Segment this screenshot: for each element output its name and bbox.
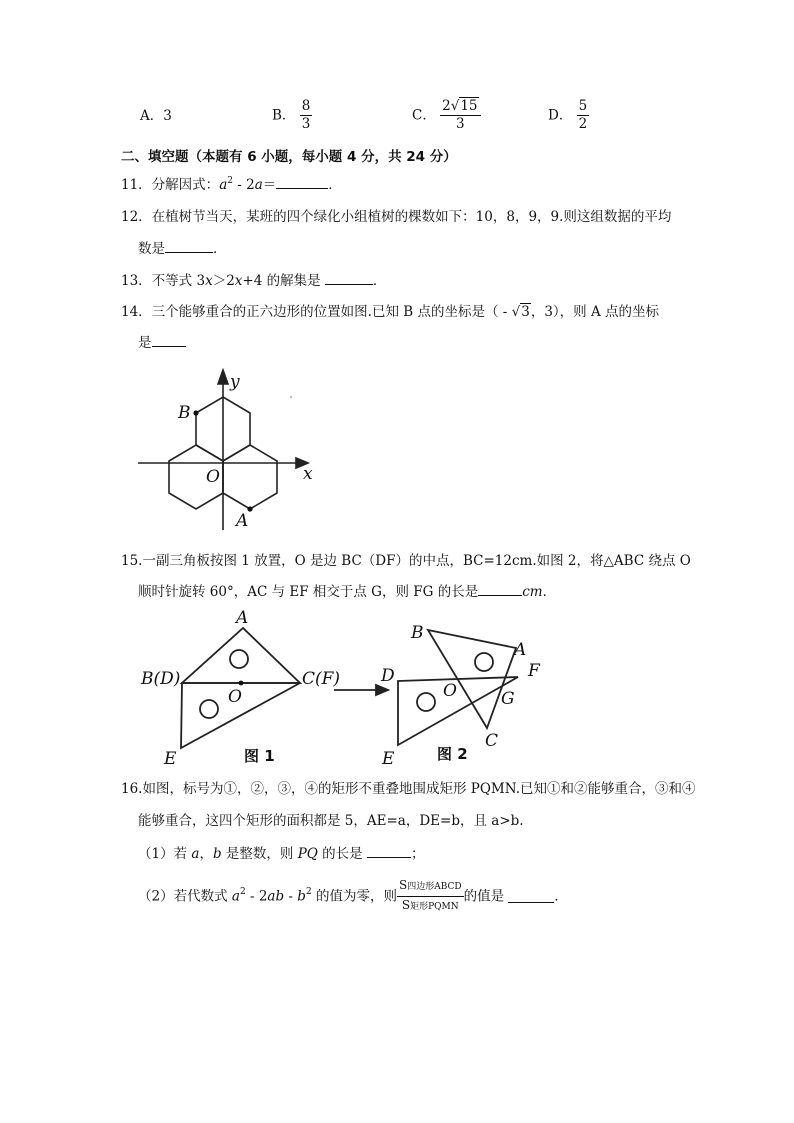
- fig2-hole-top-icon: [475, 653, 493, 671]
- fig2-label-d: D: [381, 666, 395, 686]
- section-heading: 二、填空题（本题有 6 小题，每小题 4 分，共 24 分）: [121, 149, 457, 165]
- fraction-5-2: $\frac{5}{2}$: [578, 98, 588, 132]
- fig1-point-o: [239, 681, 244, 686]
- question-14: 14．三个能够重合的正六边形的位置如图.已知 B 点的坐标是（ - √3，3），则 A 点的坐标: [121, 304, 660, 320]
- question-15-line2: 顺时针旋转 60°，AC 与 EF 相交于点 G，则 FG 的长是 cm．: [138, 584, 557, 600]
- fig1-label-bd: B(D): [141, 669, 181, 689]
- fig2-label-c: C: [485, 731, 499, 751]
- fig1-label-cf: C(F): [302, 669, 341, 689]
- question-16-part1: （1）若 a，b 是整数，则 PQ 的长是 ；: [138, 846, 425, 862]
- fraction-8-3: $\frac{8}{3}$: [301, 98, 311, 132]
- option-a: A．3: [140, 108, 172, 124]
- fig2-label-e: E: [382, 749, 395, 769]
- fig2-label-a: A: [514, 640, 527, 660]
- fraction-2sqrt15-3: $\frac{2√15}{3}$: [440, 98, 480, 133]
- question-16: 16.如图，标号为①，②，③，④的矩形不重叠地围成矩形 PQMN.已知①和②能够重合，③和④: [121, 781, 696, 797]
- question-16-part2: （2）若代数式 $a^2 - 2ab - b^2$ 的值为零，则 $\frac{\text{S四边形ABCD}}{\text{S矩形PQMN}}$ 的值是 ．: [138, 877, 568, 916]
- fig1-hole-top-icon: [230, 650, 248, 668]
- label-a: A: [236, 511, 249, 531]
- question-15: 15.一副三角板按图 1 放置，O 是边 BC（DF）的中点，BC=12cm.如图 2，将△ABC 绕点 O: [121, 553, 691, 569]
- x-label: x: [303, 464, 313, 484]
- question-14-line2: 是: [138, 334, 186, 352]
- fig2-hole-bottom-icon: [417, 693, 435, 711]
- fig1-label-e: E: [164, 749, 177, 769]
- fig1-label-o: O: [228, 687, 242, 707]
- fig1-triangle-abc: [182, 628, 300, 683]
- fig1-hole-bottom-icon: [200, 700, 218, 718]
- question-13: 13．不等式 3x＞2x+4 的解集是 ．: [121, 273, 387, 289]
- option-d: D． $\frac{5}{2}$: [548, 98, 588, 132]
- fig2-label-f: F: [528, 661, 540, 681]
- question-16-line2: 能够重合，这四个矩形的面积都是 5，AE=a，DE=b，且 a>b.: [138, 813, 524, 829]
- transform-arrow-head-icon: [376, 685, 388, 695]
- fig2-triangle-def: [398, 677, 518, 745]
- answer-blank: [508, 890, 554, 903]
- answer-blank: [367, 845, 411, 858]
- question-12-line2: 数是 ．: [138, 241, 227, 257]
- y-label: y: [230, 372, 240, 392]
- label-o: O: [206, 467, 220, 487]
- question-11: 11．分解因式：$a^2 - 2a=$ ．: [121, 176, 342, 193]
- fig2-label-b: B: [411, 623, 424, 643]
- fig1-label-a: A: [236, 608, 249, 628]
- area-ratio-fraction: $\frac{\text{S四边形ABCD}}{\text{S矩形PQMN}}$: [398, 878, 462, 912]
- question-12: 12．在植树节当天，某班的四个绿化小组植树的棵数如下：10，8，9，9.则这组数据的平均: [121, 209, 672, 225]
- fig2-caption: 图 2: [437, 745, 468, 763]
- option-b: B． $\frac{8}{3}$: [272, 98, 311, 132]
- fig2-label-o: O: [443, 681, 457, 701]
- option-c: C． $\frac{2√15}{3}$: [412, 98, 481, 133]
- fig2-label-g: G: [501, 689, 515, 709]
- fig1-caption: 图 1: [244, 747, 275, 765]
- label-b: B: [178, 403, 191, 423]
